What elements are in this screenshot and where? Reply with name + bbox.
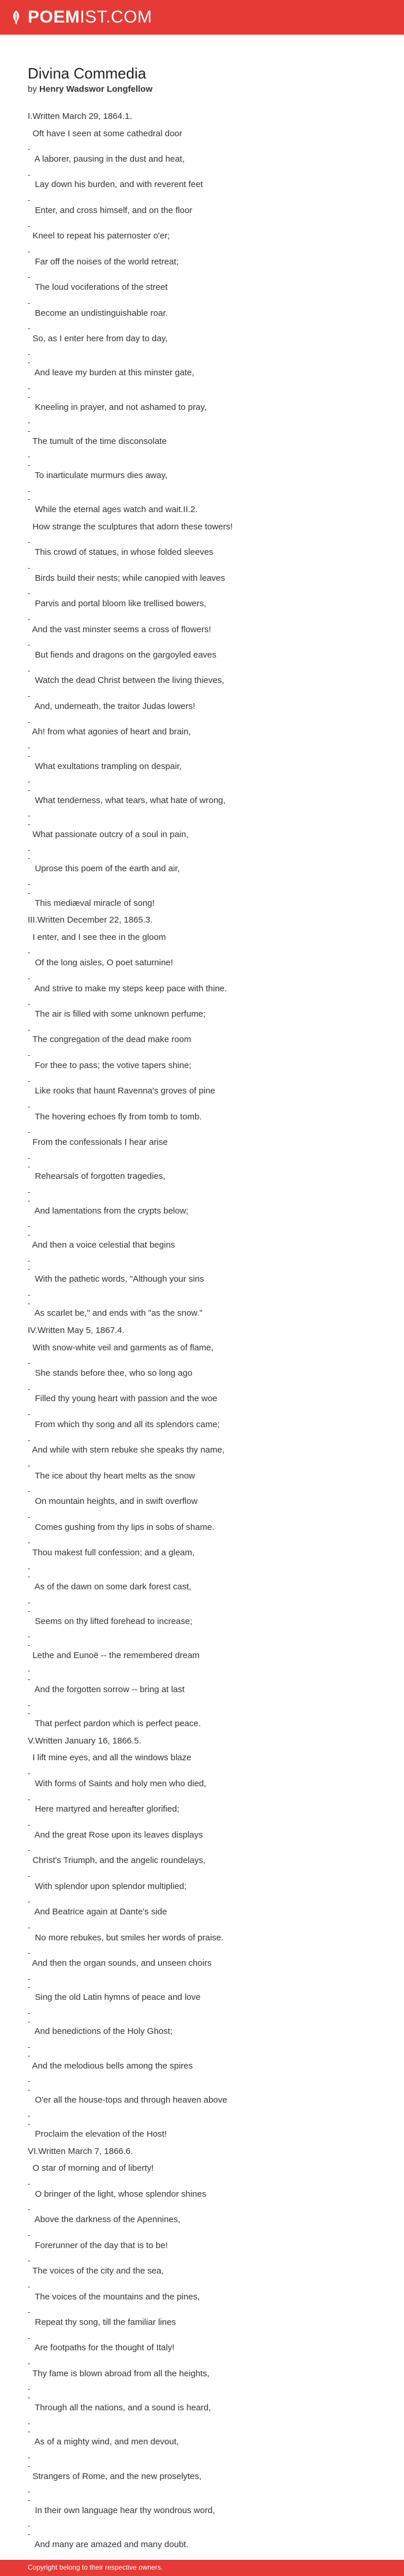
poem-line: Rehearsals of forgotten tragedies, <box>28 1171 166 1181</box>
line-separator: - <box>28 1461 31 1470</box>
poem-line: Watch the dead Christ between the living thieves, <box>28 675 225 685</box>
line-separator: - <box>28 811 31 820</box>
line-separator: - <box>28 2384 31 2393</box>
line-separator: - <box>28 1769 31 1778</box>
line-separator: - <box>28 1384 31 1393</box>
poem-line: I lift mine eyes, and all the windows blaze <box>28 1753 192 1763</box>
line-separator: - <box>28 2179 31 2188</box>
poem-line: Lay down his burden, and with reverent feet <box>28 180 203 189</box>
quill-pen-icon <box>10 10 22 25</box>
line-separator: - <box>28 589 31 598</box>
line-separator: - <box>28 350 31 359</box>
line-separator: - <box>28 487 31 495</box>
line-separator: - <box>28 2427 31 2436</box>
poem-line: And then the organ sounds, and unseen choirs <box>28 1958 212 1968</box>
line-separator: - <box>28 495 31 503</box>
line-separator: - <box>28 418 31 427</box>
poem-line: The hovering echoes fly from tomb to tomb. <box>28 1112 202 1122</box>
line-separator: - <box>28 974 31 983</box>
poem-line: Birds build their nests; while canopied with leaves <box>28 573 225 583</box>
poem-line: To inarticulate murmurs dies away, <box>28 471 168 480</box>
line-separator: - <box>28 1264 31 1273</box>
poem-line: With splendor upon splendor multiplied; <box>28 1881 187 1891</box>
line-separator: - <box>28 461 31 469</box>
line-separator: - <box>28 452 31 461</box>
line-separator: - <box>28 777 31 786</box>
poem-line: Become an undistinguishable roar. <box>28 308 168 318</box>
poem-line: And the forgotten sorrow -- bring at last <box>28 1685 185 1694</box>
line-separator: - <box>28 1641 31 1649</box>
line-separator: - <box>28 1795 31 1804</box>
line-separator: - <box>28 1436 31 1444</box>
line-separator: - <box>28 2359 31 2368</box>
line-separator: - <box>28 786 31 794</box>
line-separator: - <box>28 170 31 179</box>
poem-line: Are footpaths for the thought of Italy! <box>28 2343 175 2353</box>
line-separator: - <box>28 1051 31 1059</box>
line-separator: - <box>28 1077 31 1085</box>
poem-line: So, as I enter here from day to day, <box>28 334 168 344</box>
poem-line: But fiends and dragons on the gargoyled eaves <box>28 650 216 660</box>
poem-line: Enter, and cross himself, and on the floor <box>28 206 193 215</box>
line-separator: - <box>28 692 31 700</box>
poem-line: And strive to make my steps keep pace with thine. <box>28 984 227 994</box>
line-separator: - <box>28 2462 31 2470</box>
poem-line: Far off the noises of the world retreat; <box>28 257 179 267</box>
line-separator: - <box>28 563 31 572</box>
poem-line: Here martyred and hereafter glorified; <box>28 1804 179 1814</box>
line-separator: - <box>28 752 31 760</box>
line-separator: - <box>28 2308 31 2316</box>
line-separator: - <box>28 427 31 435</box>
line-separator: - <box>28 1188 31 1196</box>
line-separator: - <box>28 1872 31 1880</box>
poem-line: And many are amazed and many doubt. <box>28 2540 189 2549</box>
poem-line: Like rooks that haunt Ravenna's groves of pine <box>28 1086 215 1096</box>
line-separator: - <box>28 1025 31 1034</box>
line-separator: - <box>28 743 31 752</box>
poem-line: III.Written December 22, 1865.3. <box>28 915 153 925</box>
line-separator: - <box>28 358 31 367</box>
line-separator: - <box>28 948 31 957</box>
site-logo-link[interactable] <box>10 7 152 28</box>
line-separator: - <box>28 615 31 624</box>
poem-line: This mediæval miracle of song! <box>28 898 155 908</box>
line-separator: - <box>28 1897 31 1906</box>
line-separator: - <box>28 820 31 828</box>
poem-line: Lethe and Eunoë -- the remembered dream <box>28 1651 200 1660</box>
line-separator: - <box>28 2521 31 2530</box>
poem-line: Uprose this poem of the earth and air, <box>28 864 180 873</box>
line-separator: - <box>28 1598 31 1607</box>
poem-line: IV.Written May 5, 1867.4. <box>28 1326 125 1335</box>
poem-line: The air is filled with some unknown perfume; <box>28 1009 206 1019</box>
poem-line: From which thy song and all its splendors came; <box>28 1420 220 1429</box>
line-separator: - <box>28 1607 31 1615</box>
line-separator: - <box>28 2119 31 2128</box>
line-separator: - <box>28 2205 31 2213</box>
line-separator: - <box>28 666 31 675</box>
line-separator: - <box>28 2256 31 2265</box>
line-separator: - <box>28 1538 31 1547</box>
poem-line: The congregation of the dead make room <box>28 1035 192 1044</box>
poem-line: As scarlet be," and ends with "as the snow." <box>28 1308 203 1318</box>
site-header <box>0 0 404 35</box>
line-separator: - <box>28 2487 31 2496</box>
line-separator: - <box>28 1102 31 1111</box>
line-separator: - <box>28 640 31 649</box>
line-separator: - <box>28 298 31 307</box>
line-separator: - <box>28 2231 31 2239</box>
line-separator: - <box>28 1230 31 1239</box>
poem-line: And the great Rose upon its leaves displays <box>28 1830 203 1840</box>
poem-line: As of the dawn on some dark forest cast, <box>28 1582 192 1592</box>
poem-line: For thee to pass; the votive tapers shine; <box>28 1061 192 1070</box>
poem-line: With forms of Saints and holy men who died, <box>28 1779 207 1789</box>
poem-line: What tenderness, what tears, what hate of wrong, <box>28 796 226 805</box>
poem-line: And, underneath, the traitor Judas lowers! <box>28 701 196 711</box>
line-separator: - <box>28 718 31 726</box>
line-separator: - <box>28 2282 31 2291</box>
poem-line: O star of morning and of liberty! <box>28 2163 154 2173</box>
poem-line: Filled thy young heart with passion and the woe <box>28 1394 218 1403</box>
line-separator: - <box>28 1974 31 1983</box>
line-separator: - <box>28 999 31 1008</box>
poem-title: Divina Commedia <box>28 65 147 82</box>
line-separator: - <box>28 384 31 393</box>
line-separator: - <box>28 846 31 854</box>
line-separator: - <box>28 2530 31 2538</box>
line-separator: - <box>28 2008 31 2017</box>
poem-line: Through all the nations, and a sound is heard, <box>28 2403 211 2413</box>
line-separator: - <box>28 1923 31 1932</box>
line-separator: - <box>28 2017 31 2026</box>
poem-line: How strange the sculptures that adorn these towers! <box>28 522 233 532</box>
line-separator: - <box>28 1162 31 1171</box>
line-separator: - <box>28 247 31 256</box>
line-separator: - <box>28 1128 31 1136</box>
poem-line: What exultations trampling on despair, <box>28 761 182 771</box>
poem-line: And Beatrice again at Dante's side <box>28 1907 167 1917</box>
poem-line: And the melodious bells among the spires <box>28 2061 193 2071</box>
poem-line: Repeat thy song, till the familiar lines <box>28 2317 176 2327</box>
poem-line: Christ's Triumph, and the angelic roundelays, <box>28 1856 206 1865</box>
line-separator: - <box>28 2453 31 2462</box>
line-separator: - <box>28 2051 31 2060</box>
line-separator: - <box>28 324 31 333</box>
line-separator: - <box>28 1709 31 1718</box>
line-separator: - <box>28 222 31 230</box>
line-separator: - <box>28 2419 31 2428</box>
poem-line: On mountain heights, and in swift overflow <box>28 1496 198 1506</box>
line-separator: - <box>28 2085 31 2094</box>
poem-line: The voices of the mountains and the pines, <box>28 2292 200 2302</box>
poem-line: This crowd of statues, in whose folded sleeves <box>28 547 214 557</box>
poem-line: With snow-white veil and garments as of flame, <box>28 1343 214 1353</box>
line-separator: - <box>28 1820 31 1829</box>
poem-line: The ice about thy heart melts as the snow <box>28 1471 195 1481</box>
poem-line: Thy fame is blown abroad from all the heights, <box>28 2369 210 2379</box>
poem-line: And benedictions of the Holy Ghost; <box>28 2026 173 2036</box>
line-separator: - <box>28 1299 31 1308</box>
poem-line: A laborer, pausing in the dust and heat, <box>28 154 185 164</box>
poem-line: And then a voice celestial that begins <box>28 1240 175 1250</box>
line-separator: - <box>28 2393 31 2402</box>
poem-line: While the eternal ages watch and wait.II.2. <box>28 505 198 514</box>
poem-line: Oft have I seen at some cathedral door <box>28 129 182 139</box>
line-separator: - <box>28 1410 31 1418</box>
line-separator: - <box>28 1564 31 1573</box>
copyright-notice: Copyright belong to their respective owners. <box>28 2563 163 2571</box>
line-separator: - <box>28 393 31 401</box>
poem-line: Proclaim the elevation of the Host! <box>28 2129 167 2139</box>
line-separator: - <box>28 1290 31 1299</box>
line-separator: - <box>28 2111 31 2120</box>
poem-line: Kneel to repeat his paternoster o'er; <box>28 231 170 241</box>
line-separator: - <box>28 1256 31 1265</box>
poem-line: I enter, and I see thee in the gloom <box>28 932 166 942</box>
poem-line: In their own language hear thy wondrous word, <box>28 2506 215 2515</box>
poem-line: VI.Written March 7, 1866.6. <box>28 2146 133 2156</box>
line-separator: - <box>28 1846 31 1854</box>
poem-line: The voices of the city and the sea, <box>28 2266 164 2276</box>
line-separator: - <box>28 888 31 897</box>
poem-line: I.Written March 29, 1864.1. <box>28 111 132 121</box>
line-separator: - <box>28 1358 31 1367</box>
site-footer <box>0 2560 404 2576</box>
poem-line: Above the darkness of the Apennines, <box>28 2215 181 2224</box>
line-separator: - <box>28 196 31 204</box>
line-separator: - <box>28 1513 31 1521</box>
line-separator: - <box>28 2077 31 2085</box>
line-separator: - <box>28 1632 31 1641</box>
line-separator: - <box>28 144 31 153</box>
line-separator: - <box>28 2496 31 2504</box>
poem-line: Sing the old Latin hymns of peace and love <box>28 1992 201 2002</box>
poem-line: That perfect pardon which is perfect peace. <box>28 1719 201 1728</box>
line-separator: - <box>28 1222 31 1230</box>
poem-line: What passionate outcry of a soul in pain, <box>28 830 189 839</box>
line-separator: - <box>28 1153 31 1162</box>
line-separator: - <box>28 1983 31 1991</box>
line-separator: - <box>28 1701 31 1709</box>
poem-line: The loud vociferations of the street <box>28 282 168 292</box>
line-separator: - <box>28 1948 31 1957</box>
poem-line: The tumult of the time disconsolate <box>28 436 167 446</box>
poem-line: Thou makest full confession; and a gleam, <box>28 1548 195 1558</box>
line-separator: - <box>28 1572 31 1581</box>
poem-line: Forerunner of the day that is to be! <box>28 2241 168 2250</box>
poem-line: Kneeling in prayer, and not ashamed to pray, <box>28 402 207 412</box>
byline <box>28 84 152 94</box>
author-link[interactable]: Henry Wadswor Longfellow <box>39 84 153 94</box>
line-separator: - <box>28 880 31 888</box>
poem-line: No more rebukes, but smiles her words of praise. <box>28 1933 224 1943</box>
poem-line: O bringer of the light, whose splendor shines <box>28 2189 207 2199</box>
poem-line: With the pathetic words, "Although your sins <box>28 1274 204 1284</box>
poem-line: V.Written January 16, 1866.5. <box>28 1736 141 1746</box>
line-separator: - <box>28 2043 31 2051</box>
line-separator: - <box>28 537 31 546</box>
poem-line: And leave my burden at this minster gate, <box>28 368 194 378</box>
poem-line: Strangers of Rome, and the new proselytes, <box>28 2472 201 2481</box>
poem-line: And lamentations from the crypts below; <box>28 1206 189 1216</box>
line-separator: - <box>28 854 31 863</box>
line-separator: - <box>28 272 31 281</box>
line-separator: - <box>28 1666 31 1675</box>
poem-line: O'er all the house-tops and through heaven above <box>28 2095 227 2105</box>
poem-line: As of a mighty wind, and men devout, <box>28 2437 179 2447</box>
poem-line: Of the long aisles, O poet saturnine! <box>28 958 173 968</box>
logo-wordmark: POEMIST.COM <box>28 8 152 27</box>
line-separator: - <box>28 1487 31 1495</box>
poem-line: Parvis and portal bloom like trellised bowers, <box>28 599 207 608</box>
poem-line: She stands before thee, who so long ago <box>28 1368 193 1378</box>
poem-line: Comes gushing from thy lips in sobs of shame. <box>28 1522 215 1532</box>
line-separator: - <box>28 1675 31 1683</box>
poem-line: From the confessionals I hear arise <box>28 1137 168 1147</box>
byline-prefix: by <box>28 84 37 94</box>
poem-line: And the vast minster seems a cross of flowers! <box>28 625 211 634</box>
line-separator: - <box>28 2334 31 2342</box>
poem-line: Ah! from what agonies of heart and brain, <box>28 727 191 737</box>
poem-line: And while with stern rebuke she speaks thy name, <box>28 1445 225 1455</box>
poem-line: Seems on thy lifted forehead to increase; <box>28 1616 193 1626</box>
line-separator: - <box>28 1196 31 1205</box>
